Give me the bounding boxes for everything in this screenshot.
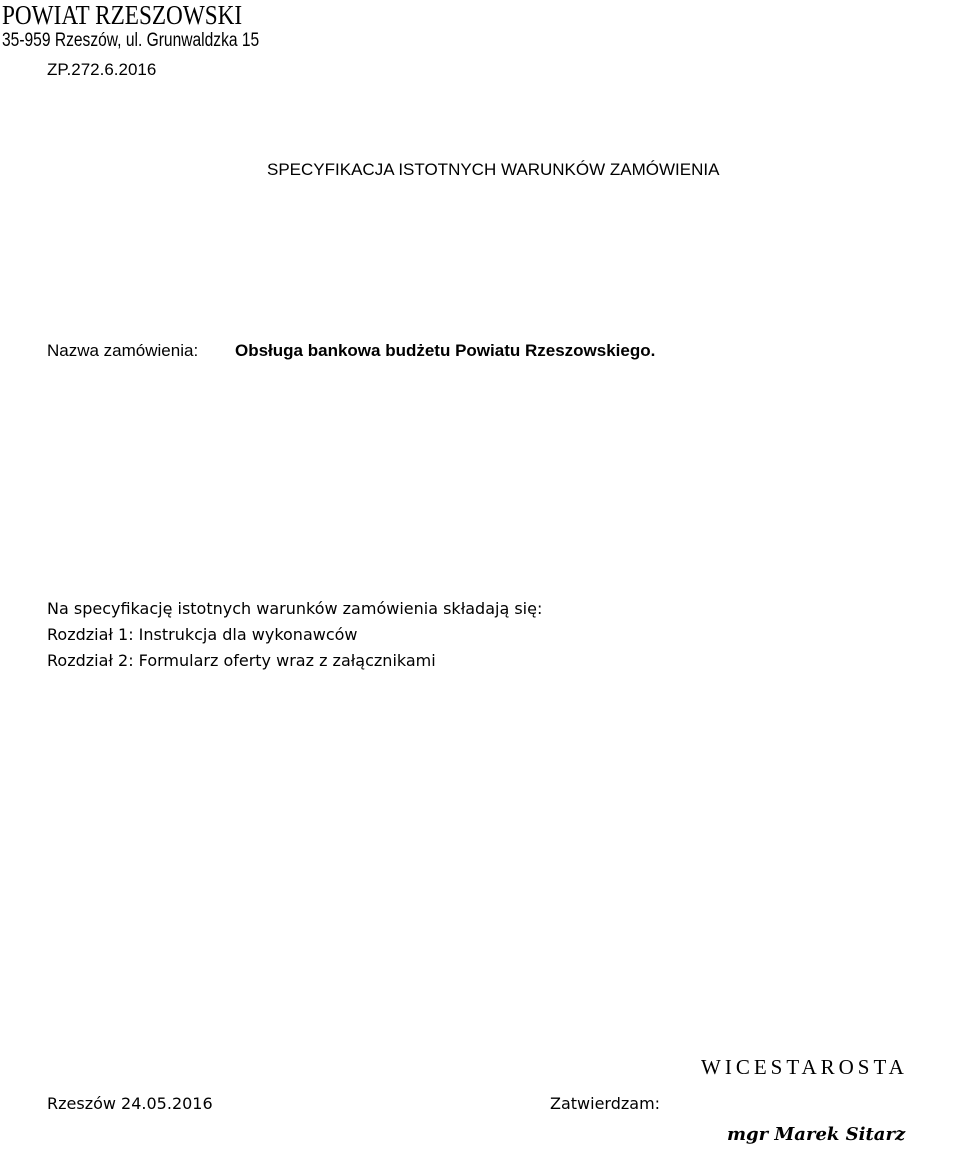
- stamp-signatory-name: mgr Marek Sitarz: [727, 1124, 906, 1145]
- order-name-value: Obsługa bankowa budżetu Powiatu Rzeszowskiego.: [235, 341, 656, 360]
- org-name: POWIAT RZESZOWSKI: [2, 0, 243, 30]
- chapter-item: Rozdział 2: Formularz oferty wraz z załącznikami: [47, 651, 436, 670]
- document-title: SPECYFIKACJA ISTOTNYCH WARUNKÓW ZAMÓWIENIA: [267, 160, 720, 179]
- contents-list: [47, 596, 542, 674]
- stamp-title: WICESTAROSTA: [701, 1055, 908, 1079]
- contents-intro: Na specyfikację istotnych warunków zamówienia składają się:: [47, 599, 543, 618]
- order-name-label: Nazwa zamówienia:: [47, 341, 199, 360]
- org-address: 35-959 Rzeszów, ul. Grunwaldzka 15: [2, 30, 260, 51]
- chapter-item: Rozdział 1: Instrukcja dla wykonawców: [47, 625, 358, 644]
- approve-label: Zatwierdzam:: [550, 1094, 661, 1113]
- place-date: Rzeszów 24.05.2016: [47, 1094, 213, 1113]
- case-number: ZP.272.6.2016: [47, 60, 157, 79]
